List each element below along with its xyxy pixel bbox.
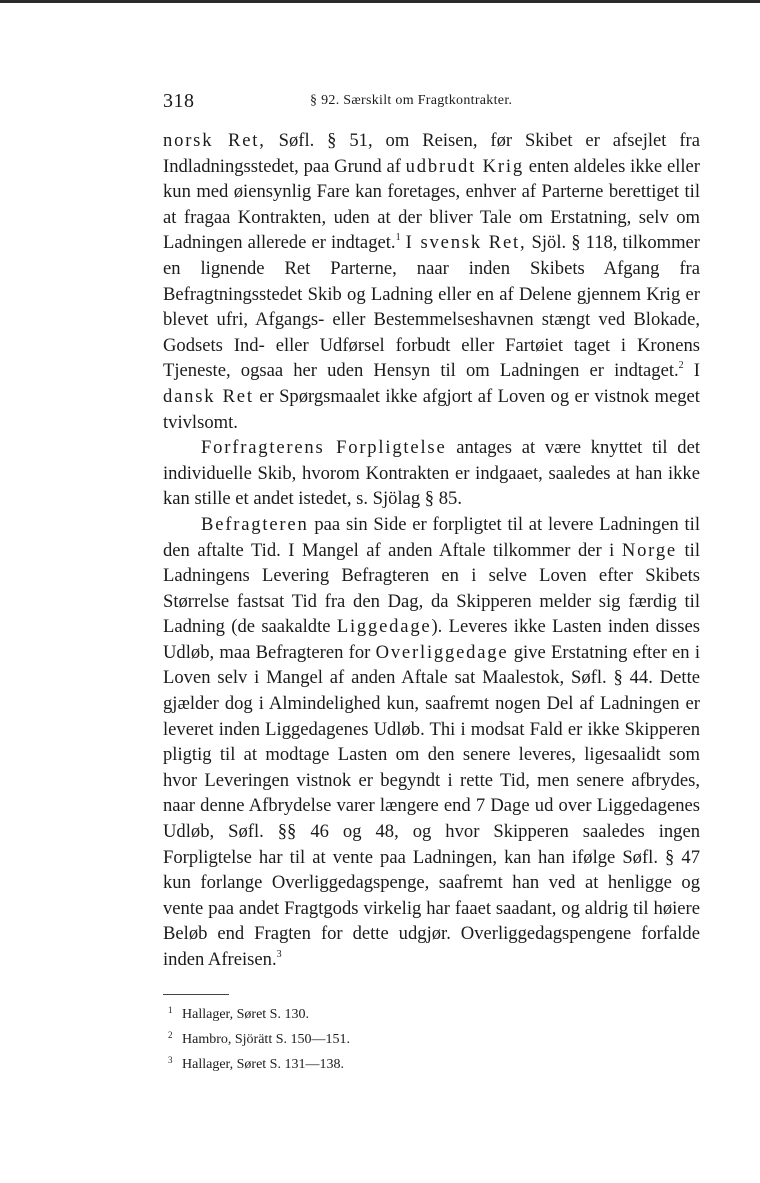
spaced-emphasis-text: Befragteren [201, 513, 309, 535]
footnote-reference: 1 [395, 232, 401, 244]
footnote [168, 1050, 688, 1075]
footnote-mark: 3 [168, 1055, 173, 1065]
spaced-emphasis-text: norsk Ret, [163, 130, 266, 151]
text-run: antages at være knyttet til det individuelle Skib, hvorom Kontrakten er indgaaet, saaledes at han ikke kan stille et andet istedet, s. Sjölag § 85. [163, 437, 701, 510]
footnote-reference: 2 [678, 360, 684, 372]
footnotes [168, 1000, 688, 1075]
page-header [163, 88, 703, 118]
text-run: enten aldeles ikke eller kun med øiensynlig Fare kan foretages, enhver af Parterne berettiget til at fragaa Kontrakten, uden at der bliver Tale om Erstatning, selv om Ladningen allerede er indtaget. [163, 155, 700, 254]
spaced-emphasis-text: Liggedage [336, 616, 432, 638]
footnote-mark: 1 [168, 1005, 173, 1015]
footnote [168, 1025, 688, 1050]
running-head: § 92. Særskilt om Fragtkontrakter. [310, 93, 513, 108]
footnote [168, 1000, 688, 1025]
text-run: give Erstatning efter en i Loven selv i Mangel af anden Aftale sat Maalestok, Søfl. § 44. Dette gjælder dog i Almindelighed kun, saafremt nogen Del af Ladningen er leveret inden Liggedagenes Udløb. Thi i modsat Fald er ikke Skipperen pligtig til at modtage Lasten om den senere leveres, ligesaalidt som hvor Leveringen vistnok er begyndt i rette Tid, men senere afbrydes, naar denne Afbrydelse varer længere end 7 Dage ud over Liggedagenes Udløb, Søfl. §§ 46 og 48, og hvor Skipperen saaledes ingen Forpligtelse har til at vente paa Ladningen, kan han ifølge Søfl. § 47 kun forlange Overliggedagspenge, saafremt han ved at henligge og vente paa andet Fragtgods virkelig har faaet saadant, og aldrig til høiere Beløb end Fragten for dette udgjør. Overliggedagspengene forfalde inden Afreisen. [163, 641, 701, 970]
footnote-text: Hambro, Sjörätt S. 150—151. [182, 1032, 350, 1047]
paragraph [163, 512, 700, 973]
footnote-reference: 3 [276, 949, 282, 960]
paragraph [163, 435, 700, 512]
top-edge-rule [0, 0, 760, 3]
spaced-emphasis-text: dansk Ret [163, 385, 254, 407]
text-run: ). Leveres ikke Lasten inden disses Udløb, maa Befragteren for [163, 616, 701, 663]
footnote-mark: 2 [168, 1030, 173, 1040]
spaced-emphasis-text: udbrudt Krig [405, 155, 524, 177]
spaced-emphasis-text: Forfragterens Forpligtelse [201, 437, 447, 459]
spaced-emphasis-text: I svensk Ret, [405, 232, 527, 254]
footnote-separator [163, 994, 229, 995]
text-run: Sjöl. § 118, tilkommer en lignende Ret Parterne, naar inden Skibets Afgang fra Befragtningsstedet Skib og Ladning eller en af Delene gjennem Krig er blevet ufri, Afgangs- eller Bestemmelseshavnen stængt ved Blokade, Godsets Ind- eller Udførsel forbudt eller Fartøiet taget i Kronens Tjeneste, ogsaa her uden Hensyn til om Ladningen er indtaget. [163, 232, 700, 382]
spaced-emphasis-text: Norge [621, 539, 677, 561]
footnote-text: Hallager, Søret S. 130. [182, 1007, 309, 1022]
text-run: I [683, 360, 700, 382]
text-run: er Spørgsmaalet ikke afgjort af Loven og er vistnok meget tvivlsomt. [163, 385, 700, 433]
paragraph [163, 128, 700, 435]
body-text [163, 128, 700, 973]
text-run: paa sin Side er forpligtet til at levere Ladningen til den aftalte Tid. I Mangel af anden Aftale tilkommer der i [163, 513, 700, 561]
text-run: Søfl. § 51, om Reisen, før Skibet er afsejlet fra Indladningsstedet, paa Grund af [163, 130, 700, 177]
footnote-text: Hallager, Søret S. 131—138. [182, 1057, 344, 1072]
spaced-emphasis-text: Overliggedage [375, 641, 509, 663]
text-run: til Ladningens Levering Befragteren en i selve Loven efter Skibets Størrelse fastsat Tid fra den Dag, da Skipperen melder sig færdig til Ladning (de saakaldte [163, 539, 700, 638]
page-number: 318 [163, 90, 195, 112]
